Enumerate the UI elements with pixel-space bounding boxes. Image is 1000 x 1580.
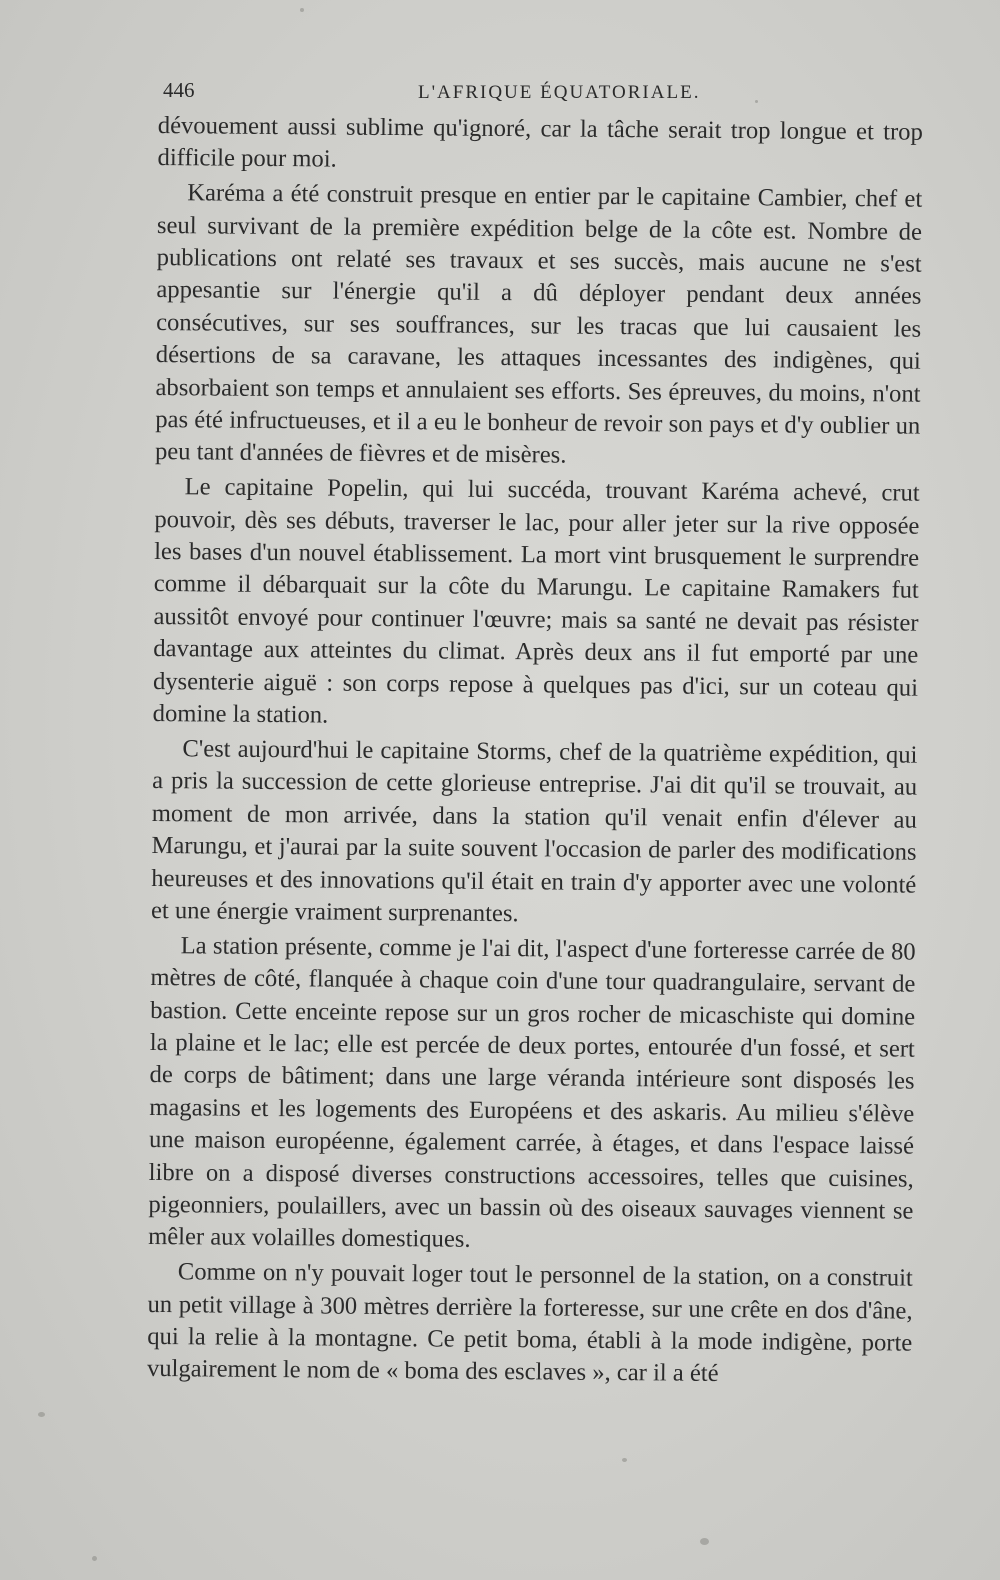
paper-speck: [700, 1538, 709, 1545]
paragraph: C'est aujourd'hui le capitaine Storms, chef de la quatrième expédition, qui a pris la succession de cette glorieuse entreprise. J'ai dit qu'il se trouvait, au moment de mon arrivée, dans la station qu'il venait enfin d'élever au Marungu, et j'aurai par la suite souvent l'occasion de parler des modifications heureuses et des innovations qu'il était en train d'y apporter avec une volonté et une énergie vraiment surprenantes.: [150, 735, 918, 928]
paper-speck: [755, 100, 758, 103]
paper-speck: [92, 1556, 97, 1561]
running-head: [163, 78, 923, 108]
paragraph-continued: dévouement aussi sublime qu'ignoré, car la tâche serait trop longue et trop difficile pour moi.: [157, 111, 923, 173]
paragraph: Karéma a été construit presque en entier par le capitaine Cambier, chef et seul survivant de la première expédition belge de la côte est. Nombre de publications ont relaté ses travaux et ses succès, mais aucune ne s'est appesantie sur l'énergie qu'il a dû déployer pendant deux années consécutives, sur ses souffrances, sur les tracas que lui causaient les désertions de sa caravane, les attaques incessantes des indigènes, qui absorbaient son temps et annulaient ses efforts. Ses épreuves, du moins, n'ont pas été infructueuses, et il a eu le bonheur de revoir son pays et d'y oublier un peu tant d'années de fièvres et de misères.: [154, 179, 923, 470]
paper-speck: [300, 8, 304, 12]
paper-speck: [38, 1412, 45, 1417]
paragraph: Comme on n'y pouvait loger tout le personnel de la station, on a construit un petit village à 300 mètres derrière la forteresse, sur une crête en dos d'âne, qui la relie à la montagne. Ce petit boma, établi à la mode indigène, porte vulgairement le nom de « boma des esclaves », car il a été: [146, 1258, 913, 1388]
paragraph: Le capitaine Popelin, qui lui succéda, trouvant Karéma achevé, crut pouvoir, dès ses débuts, traverser le lac, pour aller jeter sur la rive opposée les bases d'un nouvel établissement. La mort vint brusquement le surprendre comme il débarquait sur la côte du Marungu. Le capitaine Ramakers fut aussitôt envoyé pour continuer l'œuvre; mais sa santé ne devait pas résister davantage aux atteintes du climat. Après deux ans il fut emporté par une dysenterie aiguë : son corps repose à quelques pas d'ici, sur un coteau qui domine la station.: [152, 473, 920, 729]
paragraph: La station présente, comme je l'ai dit, l'aspect d'une forteresse carrée de 80 mètres de côté, flanquée à chaque coin d'une tour quadrangulaire, servant de bastion. Cette enceinte repose sur un gros rocher de micaschiste qui domine la plaine et le lac; elle est percée de deux portes, entourée d'un fossé, et sert de corps de bâtiment; dans une large véranda intérieure sont disposés les magasins et les logements des Européens et des askaris. Au milieu s'élève une maison européenne, également carrée, à étages, et dans l'espace laissé libre on a disposé diverses constructions accessoires, telles que cuisines, pigeonniers, poulaillers, avec un bassin où des oiseaux sauvages viennent se mêler aux volailles domestiques.: [148, 931, 916, 1254]
body-text: [147, 110, 923, 1395]
page-number: 446: [163, 78, 195, 102]
running-title: L'AFRIQUE ÉQUATORIALE.: [418, 82, 701, 103]
paper-speck: [622, 1458, 627, 1462]
